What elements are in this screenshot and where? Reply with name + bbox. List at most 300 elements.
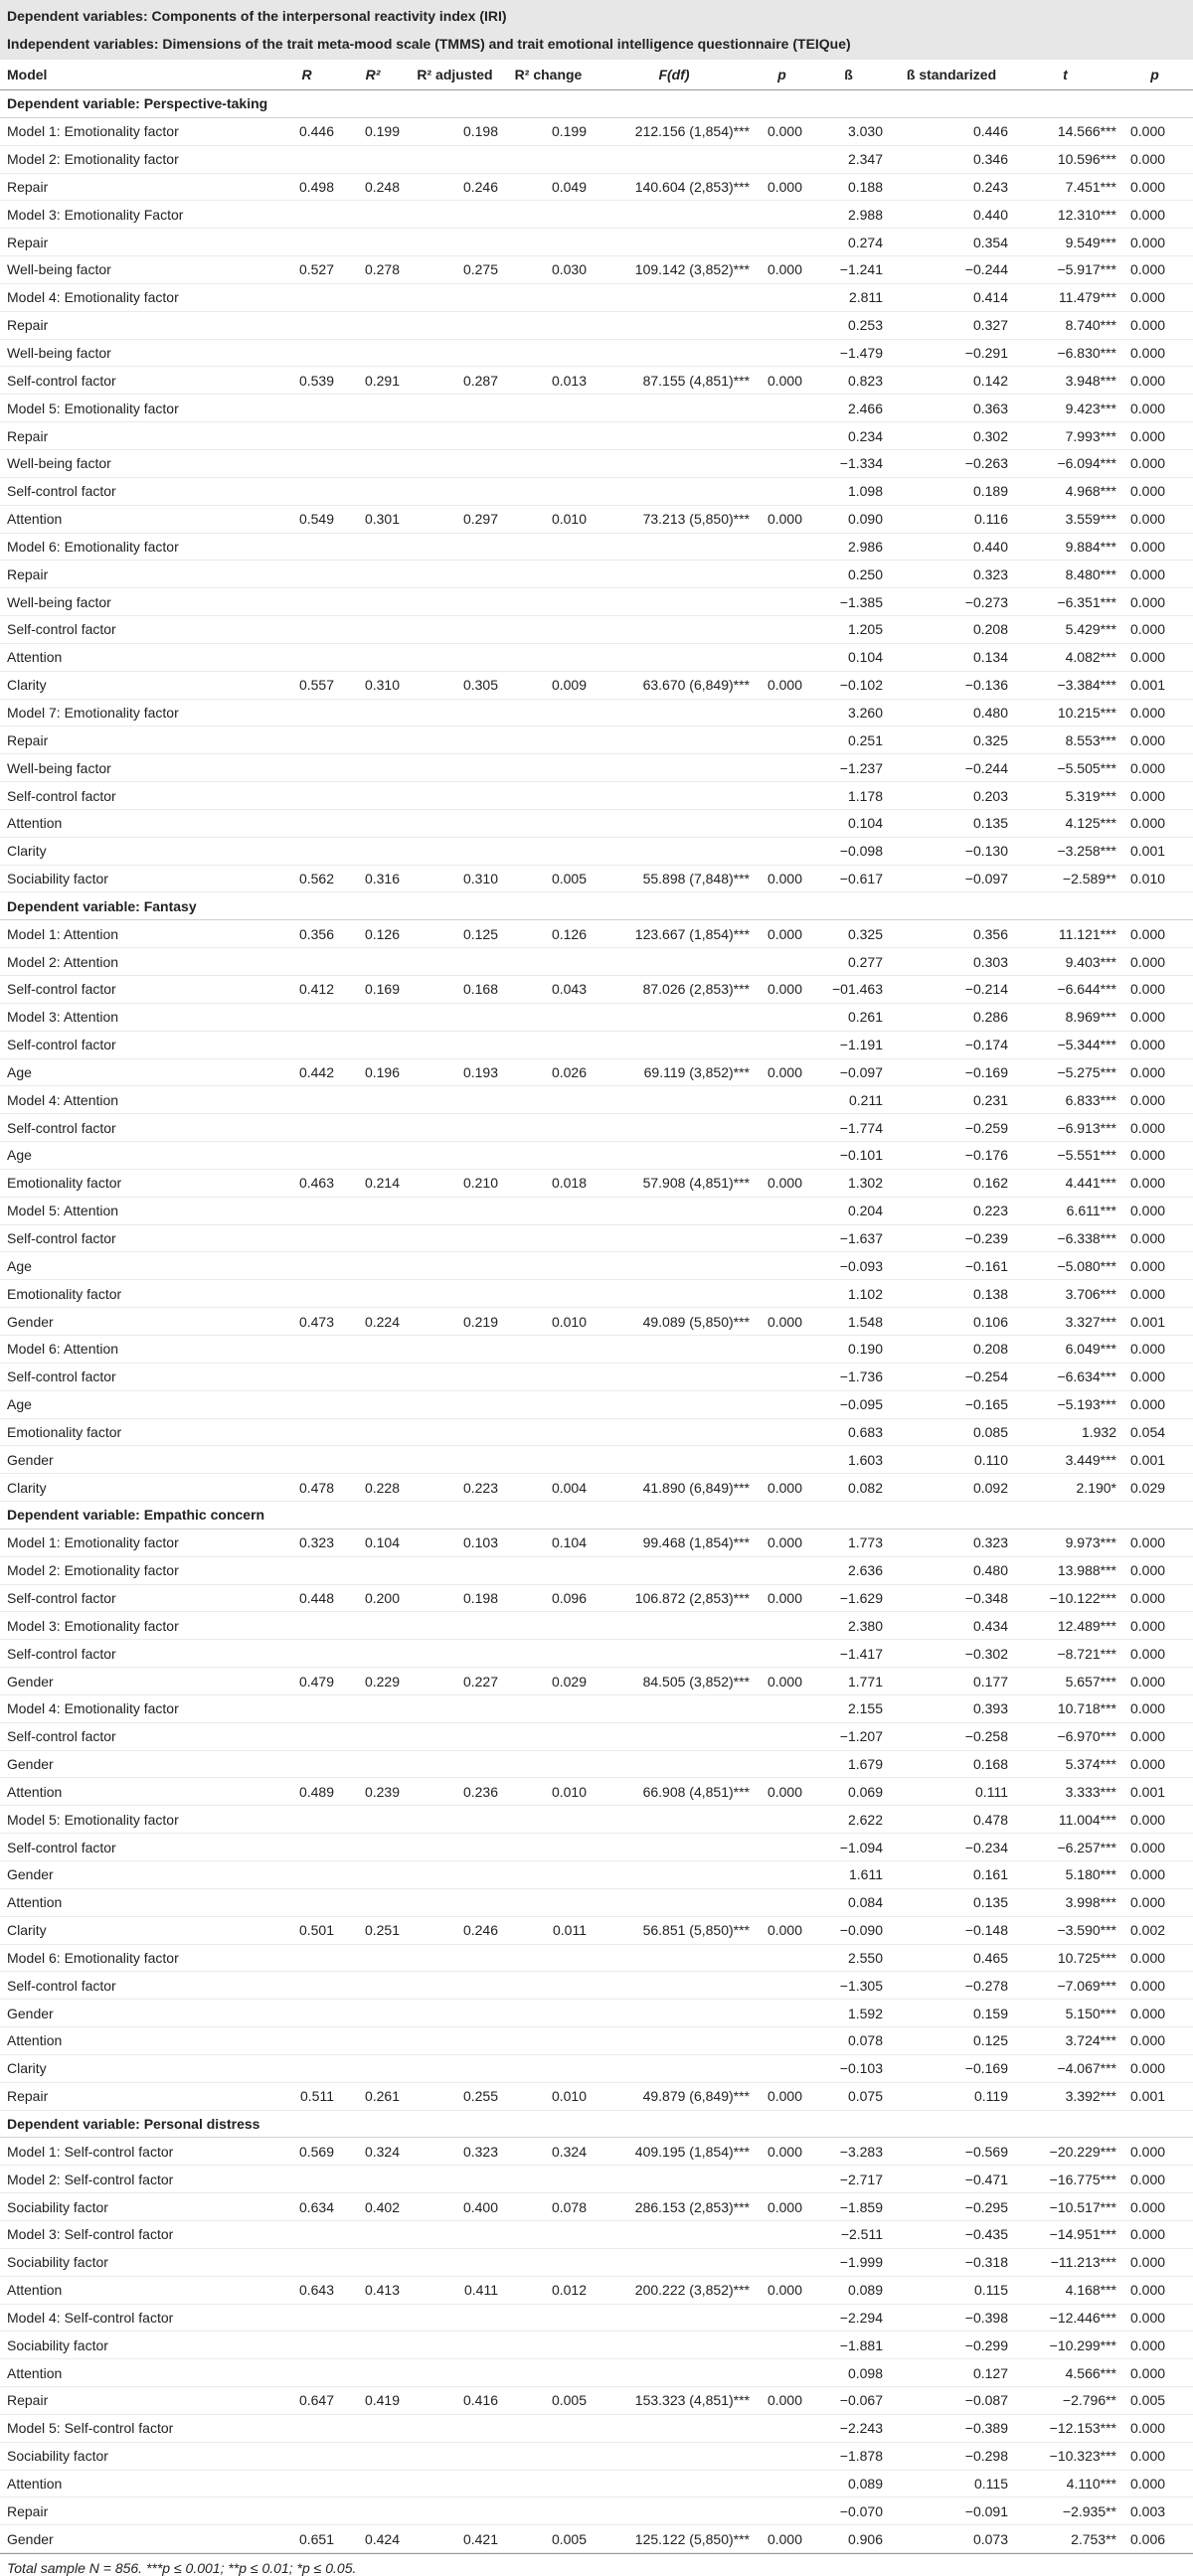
cell-r-squared: [340, 2027, 406, 2055]
cell-r: 0.323: [273, 1529, 340, 1556]
cell-r: [273, 726, 340, 754]
cell-beta-standarized: 0.223: [889, 1197, 1014, 1224]
cell-t: 3.327***: [1014, 1308, 1116, 1336]
cell-r-squared: [340, 422, 406, 450]
caption-independent-variables: Independent variables: Dimensions of the trait meta-mood scale (TMMS) and trait emotional intelligence questionnaire (TEIQue): [7, 36, 851, 52]
cell-r-squared-change: 0.004: [504, 1474, 593, 1502]
cell-beta-standarized: −0.239: [889, 1224, 1014, 1252]
cell-t: −16.775***: [1014, 2166, 1116, 2193]
cell-r-squared: 0.228: [340, 1474, 406, 1502]
cell-f-df: [593, 1694, 756, 1722]
cell-r-squared: 0.413: [340, 2276, 406, 2304]
cell-beta-standarized: 0.142: [889, 367, 1014, 395]
cell-p: [756, 1834, 808, 1861]
cell-p-t: 0.000: [1116, 1834, 1193, 1861]
cell-r-squared-adjusted: [406, 2027, 504, 2055]
cell-predictor: Attention: [0, 2276, 273, 2304]
cell-p-t: 0.001: [1116, 837, 1193, 865]
cell-r-squared-change: [504, 449, 593, 477]
section-header-row: [0, 2110, 1193, 2138]
table-row: [0, 1916, 1193, 1944]
table-row: [0, 117, 1193, 145]
cell-f-df: [593, 1390, 756, 1418]
cell-t: 3.392***: [1014, 2082, 1116, 2110]
cell-beta: 1.679: [808, 1750, 889, 1778]
cell-p: [756, 1280, 808, 1308]
cell-t: 5.150***: [1014, 2000, 1116, 2027]
cell-f-df: [593, 782, 756, 810]
cell-t: −10.517***: [1014, 2193, 1116, 2221]
cell-beta: 0.683: [808, 1418, 889, 1446]
cell-beta: −0.093: [808, 1252, 889, 1280]
cell-r-squared-adjusted: [406, 1390, 504, 1418]
cell-beta: 0.075: [808, 2082, 889, 2110]
table-row: [0, 311, 1193, 339]
cell-r-squared-change: [504, 1031, 593, 1058]
cell-r: 0.643: [273, 2276, 340, 2304]
cell-t: 3.559***: [1014, 505, 1116, 533]
cell-r-squared-adjusted: [406, 422, 504, 450]
cell-r-squared: 0.316: [340, 865, 406, 892]
cell-r-squared-change: [504, 339, 593, 367]
cell-r-squared-adjusted: [406, 1861, 504, 1889]
cell-beta: 1.773: [808, 1529, 889, 1556]
cell-p-t: 0.000: [1116, 395, 1193, 422]
cell-beta-standarized: 0.393: [889, 1694, 1014, 1722]
table-row: [0, 1778, 1193, 1806]
cell-t: 3.333***: [1014, 1778, 1116, 1806]
cell-beta: 0.188: [808, 173, 889, 201]
cell-r-squared-adjusted: [406, 2166, 504, 2193]
cell-t: −5.080***: [1014, 1252, 1116, 1280]
cell-p: [756, 311, 808, 339]
cell-beta-standarized: −0.254: [889, 1363, 1014, 1390]
cell-predictor: Self-control factor: [0, 367, 273, 395]
cell-p: [756, 2000, 808, 2027]
table-row: [0, 2000, 1193, 2027]
cell-r: [273, 1418, 340, 1446]
table-row: [0, 754, 1193, 782]
cell-predictor: Model 4: Emotionality factor: [0, 283, 273, 311]
cell-t: 3.706***: [1014, 1280, 1116, 1308]
cell-beta-standarized: 0.325: [889, 726, 1014, 754]
cell-beta-standarized: 0.135: [889, 1888, 1014, 1916]
cell-r-squared-change: [504, 2359, 593, 2387]
cell-t: 3.948***: [1014, 367, 1116, 395]
cell-r-squared-change: [504, 561, 593, 588]
cell-r-squared: [340, 1861, 406, 1889]
cell-r: 0.356: [273, 920, 340, 948]
cell-beta-standarized: 0.085: [889, 1418, 1014, 1446]
cell-r-squared: 0.104: [340, 1529, 406, 1556]
cell-r: [273, 1197, 340, 1224]
section-title: Dependent variable: Personal distress: [0, 2110, 1193, 2138]
cell-r-squared-adjusted: 0.246: [406, 173, 504, 201]
cell-predictor: Attention: [0, 2470, 273, 2497]
cell-t: 8.553***: [1014, 726, 1116, 754]
cell-p: [756, 2414, 808, 2442]
cell-r-squared-adjusted: [406, 948, 504, 976]
cell-r-squared-change: 0.078: [504, 2193, 593, 2221]
cell-t: −6.094***: [1014, 449, 1116, 477]
cell-r-squared-adjusted: [406, 726, 504, 754]
cell-r: 0.442: [273, 1058, 340, 1086]
cell-t: −10.323***: [1014, 2442, 1116, 2470]
cell-beta-standarized: −0.165: [889, 1390, 1014, 1418]
cell-r: [273, 1086, 340, 1114]
cell-p: [756, 2497, 808, 2525]
cell-r-squared-adjusted: 0.400: [406, 2193, 504, 2221]
cell-p: 0.000: [756, 1668, 808, 1695]
cell-r: 0.651: [273, 2525, 340, 2553]
cell-r-squared-change: 0.005: [504, 2387, 593, 2415]
cell-r-squared-adjusted: 0.323: [406, 2138, 504, 2166]
cell-beta: 0.251: [808, 726, 889, 754]
cell-r-squared-change: [504, 1197, 593, 1224]
cell-predictor: Model 1: Emotionality factor: [0, 117, 273, 145]
cell-f-df: 200.222 (3,852)***: [593, 2276, 756, 2304]
cell-p-t: 0.000: [1116, 449, 1193, 477]
cell-p: [756, 1086, 808, 1114]
cell-beta-standarized: 0.363: [889, 395, 1014, 422]
table-row: [0, 1722, 1193, 1750]
cell-r-squared-change: [504, 1806, 593, 1834]
cell-p: 0.000: [756, 2082, 808, 2110]
cell-beta: −0.098: [808, 837, 889, 865]
cell-r-squared: [340, 1224, 406, 1252]
cell-beta: −1.334: [808, 449, 889, 477]
cell-r-squared: [340, 1446, 406, 1474]
cell-beta-standarized: −0.258: [889, 1722, 1014, 1750]
cell-predictor: Repair: [0, 229, 273, 256]
cell-r: [273, 2470, 340, 2497]
cell-r-squared-adjusted: [406, 283, 504, 311]
cell-r-squared-change: [504, 1363, 593, 1390]
cell-r-squared: [340, 1556, 406, 1584]
cell-beta-standarized: −0.148: [889, 1916, 1014, 1944]
cell-f-df: [593, 1612, 756, 1640]
cell-predictor: Model 6: Emotionality factor: [0, 1944, 273, 1972]
cell-r-squared-change: [504, 1003, 593, 1031]
cell-p-t: 0.000: [1116, 1972, 1193, 2000]
cell-f-df: [593, 2442, 756, 2470]
cell-r-squared: 0.199: [340, 117, 406, 145]
cell-t: 11.004***: [1014, 1806, 1116, 1834]
cell-r-squared: [340, 2332, 406, 2359]
cell-predictor: Sociability factor: [0, 865, 273, 892]
cell-r-squared: 0.196: [340, 1058, 406, 1086]
cell-p-t: 0.000: [1116, 229, 1193, 256]
cell-f-df: [593, 1418, 756, 1446]
cell-beta: 2.986: [808, 533, 889, 561]
table-row: [0, 477, 1193, 505]
cell-f-df: [593, 2166, 756, 2193]
cell-r-squared-adjusted: 0.198: [406, 117, 504, 145]
cell-f-df: 87.155 (4,851)***: [593, 367, 756, 395]
cell-r-squared-change: [504, 588, 593, 616]
cell-r-squared-change: [504, 1086, 593, 1114]
cell-predictor: Model 4: Attention: [0, 1086, 273, 1114]
cell-r-squared: [340, 948, 406, 976]
cell-beta: −1.385: [808, 588, 889, 616]
cell-predictor: Attention: [0, 643, 273, 671]
cell-r-squared-change: [504, 726, 593, 754]
cell-p: [756, 449, 808, 477]
cell-f-df: 212.156 (1,854)***: [593, 117, 756, 145]
cell-predictor: Model 1: Self-control factor: [0, 2138, 273, 2166]
table-row: [0, 1668, 1193, 1695]
cell-r-squared-adjusted: [406, 1003, 504, 1031]
cell-r-squared: [340, 1252, 406, 1280]
cell-beta: 2.466: [808, 395, 889, 422]
cell-beta-standarized: −0.569: [889, 2138, 1014, 2166]
cell-f-df: [593, 145, 756, 173]
cell-r-squared: [340, 1197, 406, 1224]
cell-r-squared-change: 0.010: [504, 505, 593, 533]
cell-p: [756, 1446, 808, 1474]
cell-r: [273, 422, 340, 450]
cell-p: 0.000: [756, 1584, 808, 1612]
cell-r: [273, 699, 340, 726]
cell-t: −2.589**: [1014, 865, 1116, 892]
cell-beta: −1.417: [808, 1640, 889, 1668]
table-row: [0, 1335, 1193, 1363]
cell-r-squared-adjusted: [406, 2000, 504, 2027]
cell-predictor: Gender: [0, 1308, 273, 1336]
cell-beta-standarized: −0.398: [889, 2304, 1014, 2332]
cell-p: [756, 699, 808, 726]
cell-r-squared: 0.224: [340, 1308, 406, 1336]
cell-beta-standarized: −0.244: [889, 256, 1014, 284]
cell-r: [273, 533, 340, 561]
cell-t: −11.213***: [1014, 2248, 1116, 2276]
cell-p-t: 0.000: [1116, 505, 1193, 533]
cell-r-squared-change: [504, 283, 593, 311]
cell-beta: 0.277: [808, 948, 889, 976]
cell-f-df: [593, 1972, 756, 2000]
cell-r-squared: [340, 1280, 406, 1308]
cell-r-squared-change: [504, 2248, 593, 2276]
cell-p: [756, 1694, 808, 1722]
cell-p-t: 0.000: [1116, 2193, 1193, 2221]
cell-p: [756, 616, 808, 644]
cell-r: [273, 2000, 340, 2027]
cell-t: −6.970***: [1014, 1722, 1116, 1750]
cell-r-squared: 0.229: [340, 1668, 406, 1695]
cell-beta: 1.611: [808, 1861, 889, 1889]
cell-r-squared-adjusted: 0.246: [406, 1916, 504, 1944]
cell-r: [273, 1694, 340, 1722]
cell-r: [273, 616, 340, 644]
cell-p-t: 0.000: [1116, 2470, 1193, 2497]
cell-f-df: 99.468 (1,854)***: [593, 1529, 756, 1556]
cell-beta: 0.104: [808, 809, 889, 837]
cell-r: [273, 1972, 340, 2000]
cell-r-squared-adjusted: [406, 1363, 504, 1390]
table-row: [0, 699, 1193, 726]
cell-r-squared-adjusted: [406, 1418, 504, 1446]
cell-beta: 1.603: [808, 1446, 889, 1474]
cell-t: −6.351***: [1014, 588, 1116, 616]
cell-r-squared: 0.248: [340, 173, 406, 201]
cell-p: 0.000: [756, 1529, 808, 1556]
cell-p-t: 0.000: [1116, 2000, 1193, 2027]
cell-p-t: 0.000: [1116, 643, 1193, 671]
cell-p: [756, 339, 808, 367]
cell-t: 4.968***: [1014, 477, 1116, 505]
cell-predictor: Age: [0, 1058, 273, 1086]
cell-predictor: Self-control factor: [0, 1640, 273, 1668]
cell-t: −5.275***: [1014, 1058, 1116, 1086]
cell-p-t: 0.000: [1116, 2054, 1193, 2082]
cell-beta: 2.636: [808, 1556, 889, 1584]
cell-t: −8.721***: [1014, 1640, 1116, 1668]
cell-t: −3.258***: [1014, 837, 1116, 865]
cell-beta-standarized: −0.087: [889, 2387, 1014, 2415]
cell-beta: 2.550: [808, 1944, 889, 1972]
cell-r-squared: [340, 1640, 406, 1668]
cell-p: [756, 754, 808, 782]
cell-beta: −0.617: [808, 865, 889, 892]
table-row: [0, 449, 1193, 477]
cell-beta: −2.511: [808, 2220, 889, 2248]
cell-t: 5.374***: [1014, 1750, 1116, 1778]
cell-predictor: Emotionality factor: [0, 1418, 273, 1446]
cell-t: 11.121***: [1014, 920, 1116, 948]
cell-r-squared-change: [504, 2442, 593, 2470]
cell-t: −10.122***: [1014, 1584, 1116, 1612]
table-row: [0, 2332, 1193, 2359]
cell-r: [273, 837, 340, 865]
cell-f-df: [593, 1142, 756, 1170]
cell-p-t: 0.000: [1116, 1335, 1193, 1363]
cell-t: −10.299***: [1014, 2332, 1116, 2359]
cell-r: [273, 1640, 340, 1668]
cell-t: −6.913***: [1014, 1114, 1116, 1142]
cell-beta-standarized: −0.130: [889, 837, 1014, 865]
cell-r: [273, 311, 340, 339]
cell-p: [756, 1944, 808, 1972]
cell-p-t: 0.000: [1116, 1944, 1193, 1972]
table-row: [0, 643, 1193, 671]
cell-p: [756, 1972, 808, 2000]
cell-r-squared-change: [504, 1390, 593, 1418]
cell-f-df: [593, 1446, 756, 1474]
cell-f-df: [593, 1197, 756, 1224]
cell-r-squared-adjusted: 0.103: [406, 1529, 504, 1556]
cell-f-df: [593, 395, 756, 422]
cell-beta-standarized: −0.091: [889, 2497, 1014, 2525]
cell-f-df: [593, 1363, 756, 1390]
cell-r-squared-adjusted: 0.305: [406, 671, 504, 699]
cell-predictor: Model 6: Attention: [0, 1335, 273, 1363]
cell-p-t: 0.001: [1116, 1446, 1193, 1474]
cell-t: 12.310***: [1014, 201, 1116, 229]
cell-r-squared-change: [504, 2220, 593, 2248]
cell-r-squared: [340, 1834, 406, 1861]
cell-r-squared-adjusted: [406, 1556, 504, 1584]
cell-p: [756, 2359, 808, 2387]
cell-beta-standarized: 0.243: [889, 173, 1014, 201]
cell-f-df: [593, 2470, 756, 2497]
cell-r-squared: 0.239: [340, 1778, 406, 1806]
cell-r: [273, 1031, 340, 1058]
cell-predictor: Gender: [0, 1668, 273, 1695]
cell-predictor: Attention: [0, 505, 273, 533]
cell-t: −14.951***: [1014, 2220, 1116, 2248]
cell-beta-standarized: 0.092: [889, 1474, 1014, 1502]
cell-r-squared: [340, 2220, 406, 2248]
cell-p-t: 0.000: [1116, 561, 1193, 588]
table-row: [0, 1418, 1193, 1446]
cell-r-squared-change: [504, 2304, 593, 2332]
cell-p-t: 0.000: [1116, 2138, 1193, 2166]
cell-r-squared-change: 0.011: [504, 1916, 593, 1944]
cell-predictor: Model 3: Emotionality Factor: [0, 201, 273, 229]
cell-beta: 2.811: [808, 283, 889, 311]
cell-f-df: [593, 616, 756, 644]
cell-beta-standarized: 0.110: [889, 1446, 1014, 1474]
cell-t: 10.725***: [1014, 1944, 1116, 1972]
cell-beta: −0.097: [808, 1058, 889, 1086]
cell-r-squared-adjusted: [406, 2497, 504, 2525]
cell-t: −6.830***: [1014, 339, 1116, 367]
cell-p: [756, 1750, 808, 1778]
cell-t: 5.657***: [1014, 1668, 1116, 1695]
cell-t: −2.935**: [1014, 2497, 1116, 2525]
cell-p-t: 0.000: [1116, 1280, 1193, 1308]
cell-beta: 0.823: [808, 367, 889, 395]
cell-p: [756, 1363, 808, 1390]
header-beta: ß: [808, 60, 889, 90]
cell-t: −6.644***: [1014, 976, 1116, 1004]
cell-p-t: 0.000: [1116, 1197, 1193, 1224]
cell-p-t: 0.000: [1116, 2166, 1193, 2193]
cell-f-df: [593, 1944, 756, 1972]
cell-beta: −2.294: [808, 2304, 889, 2332]
cell-r-squared: 0.324: [340, 2138, 406, 2166]
cell-r-squared-change: [504, 1861, 593, 1889]
cell-r-squared-adjusted: [406, 1972, 504, 2000]
cell-r-squared: 0.301: [340, 505, 406, 533]
cell-p: [756, 1418, 808, 1446]
cell-p: [756, 1197, 808, 1224]
cell-r-squared-change: [504, 2166, 593, 2193]
cell-p-t: 0.000: [1116, 2220, 1193, 2248]
cell-beta-standarized: −0.298: [889, 2442, 1014, 2470]
cell-t: −5.193***: [1014, 1390, 1116, 1418]
cell-t: 14.566***: [1014, 117, 1116, 145]
cell-r-squared: [340, 2054, 406, 2082]
table-footnote: Total sample N = 856. ***p ≤ 0.001; **p ≤ 0.01; *p ≤ 0.05.: [0, 2553, 1193, 2576]
cell-r-squared-change: [504, 533, 593, 561]
cell-beta-standarized: −0.273: [889, 588, 1014, 616]
cell-r-squared-change: [504, 2414, 593, 2442]
table-row: [0, 1280, 1193, 1308]
cell-t: 9.973***: [1014, 1529, 1116, 1556]
cell-r-squared-change: [504, 1142, 593, 1170]
cell-r-squared: [340, 1363, 406, 1390]
cell-f-df: [593, 2027, 756, 2055]
cell-f-df: 286.153 (2,853)***: [593, 2193, 756, 2221]
cell-beta-standarized: −0.136: [889, 671, 1014, 699]
cell-r-squared-adjusted: [406, 588, 504, 616]
cell-r-squared-change: 0.104: [504, 1529, 593, 1556]
cell-predictor: Attention: [0, 1888, 273, 1916]
cell-t: 12.489***: [1014, 1612, 1116, 1640]
cell-t: 8.740***: [1014, 311, 1116, 339]
cell-f-df: 87.026 (2,853)***: [593, 976, 756, 1004]
